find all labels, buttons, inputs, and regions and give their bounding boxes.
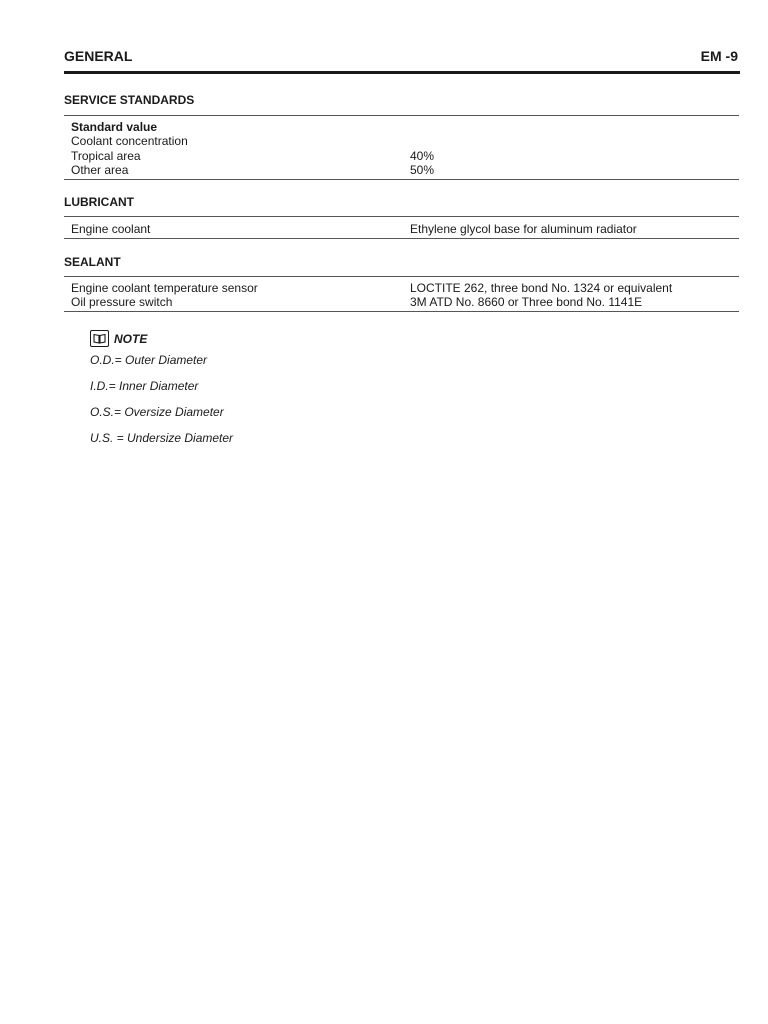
note-item: U.S. = Undersize Diameter xyxy=(90,431,234,445)
note-item: I.D.= Inner Diameter xyxy=(90,379,199,393)
book-icon xyxy=(90,330,109,347)
header-rule xyxy=(64,71,740,74)
tropical-area-value: 40% xyxy=(410,148,435,163)
note-item: O.D.= Outer Diameter xyxy=(90,353,208,367)
sealant-value: 3M ATD No. 8660 or Three bond No. 1141E xyxy=(410,295,643,309)
table-rule-top xyxy=(64,115,739,116)
lubricant-item: Engine coolant xyxy=(71,222,151,236)
sealant-item: Engine coolant temperature sensor xyxy=(71,281,258,295)
table-rule-bottom xyxy=(64,311,739,312)
section-title-sealant: SEALANT xyxy=(64,255,121,269)
table-rule-top xyxy=(64,216,739,217)
note-header xyxy=(90,330,147,347)
note-block xyxy=(90,330,234,445)
standard-value-label: Standard value xyxy=(71,120,158,134)
table-rule-bottom xyxy=(64,238,739,239)
tropical-area-label: Tropical area xyxy=(71,148,141,163)
table-rule-top xyxy=(64,276,739,277)
table-rule-bottom xyxy=(64,179,739,180)
other-area-label: Other area xyxy=(71,163,129,177)
lubricant-value: Ethylene glycol base for aluminum radiator xyxy=(410,222,637,236)
coolant-concentration-label: Coolant concentration xyxy=(71,134,188,148)
page-number: EM -9 xyxy=(700,48,738,64)
sealant-item: Oil pressure switch xyxy=(71,295,173,309)
section-title-lubricant: LUBRICANT xyxy=(64,195,134,209)
note-item: O.S.= Oversize Diameter xyxy=(90,405,224,419)
section-title-service-standards: SERVICE STANDARDS xyxy=(64,93,195,107)
note-label: NOTE xyxy=(114,331,148,346)
other-area-value: 50% xyxy=(410,163,435,177)
header-title: GENERAL xyxy=(64,48,133,64)
sealant-value: LOCTITE 262, three bond No. 1324 or equivalent xyxy=(410,281,673,295)
